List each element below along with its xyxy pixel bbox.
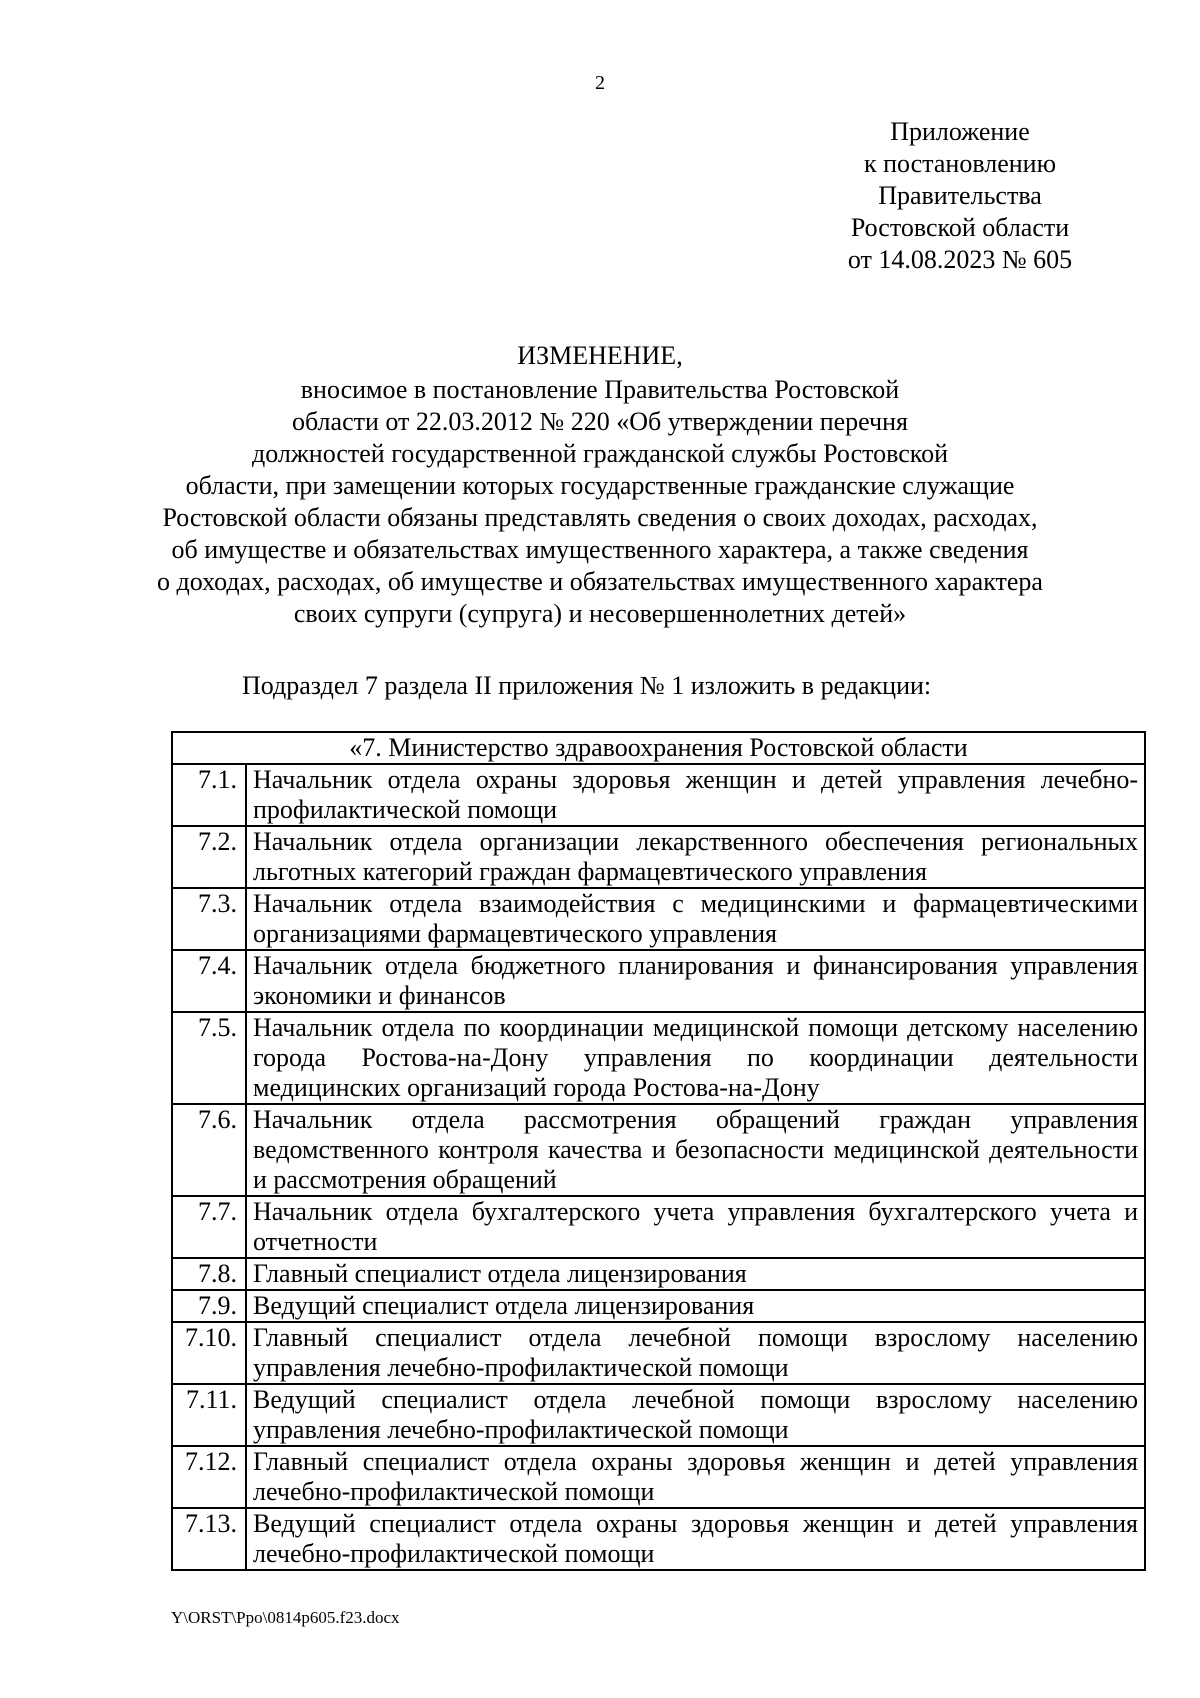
table-row [172,1384,1145,1446]
table-row [172,764,1145,826]
row-text: Ведущий специалист отдела лицензирования [246,1290,1145,1322]
row-number: 7.3. [172,888,246,950]
document-title [100,340,1100,630]
row-text: Ведущий специалист отдела лечебной помощи взрослому населению управления лечебно-профилактической помощи [246,1384,1145,1446]
positions-table [171,731,1146,1571]
table-header-row [172,732,1145,764]
appendix-line: Ростовской области [850,213,1070,242]
title-line: вносимое в постановление Правительства Ростовской [300,375,900,404]
row-text: Начальник отдела рассмотрения обращений граждан управления ведомственного контроля качества и безопасности медицинской деятельности и рассмотрения обращений [246,1104,1145,1196]
appendix-block [830,116,1090,276]
row-number: 7.4. [172,950,246,1012]
table-row [172,1012,1145,1104]
row-text: Главный специалист отдела охраны здоровья женщин и детей управления лечебно-профилактической помощи [246,1446,1145,1508]
row-text: Начальник отдела организации лекарственного обеспечения региональных льготных категорий граждан фармацевтического управления [246,826,1145,888]
row-text: Главный специалист отдела лечебной помощи взрослому населению управления лечебно-профилактической помощи [246,1322,1145,1384]
row-number: 7.11. [172,1384,246,1446]
row-number: 7.10. [172,1322,246,1384]
table-row [172,1446,1145,1508]
row-text: Главный специалист отдела лицензирования [246,1258,1145,1290]
title-heading: ИЗМЕНЕНИЕ, [517,341,683,370]
row-number: 7.7. [172,1196,246,1258]
row-number: 7.5. [172,1012,246,1104]
table-row [172,1104,1145,1196]
row-text: Начальник отдела взаимодействия с медицинскими и фармацевтическими организациями фармацевтического управления [246,888,1145,950]
table-header: «7. Министерство здравоохранения Ростовской области [172,732,1145,764]
row-text: Начальник отдела по координации медицинской помощи детскому населению города Ростова-на-Дону управления по координации деятельности медицинских организаций города Ростова-на-Дону [246,1012,1145,1104]
table-row [172,1196,1145,1258]
table-row [172,950,1145,1012]
title-line: Ростовской области обязаны представлять сведения о своих доходах, расходах, [162,503,1038,532]
title-line: об имуществе и обязательствах имущественного характера, а также сведения [171,535,1029,564]
row-text: Ведущий специалист отдела охраны здоровья женщин и детей управления лечебно-профилактической помощи [246,1508,1145,1570]
title-line: своих супруги (супруга) и несовершеннолетних детей» [293,599,907,628]
table-row [172,1258,1145,1290]
row-number: 7.8. [172,1258,246,1290]
row-number: 7.2. [172,826,246,888]
row-number: 7.12. [172,1446,246,1508]
row-text: Начальник отдела бухгалтерского учета управления бухгалтерского учета и отчетности [246,1196,1145,1258]
row-number: 7.1. [172,764,246,826]
title-line: о доходах, расходах, об имуществе и обязательствах имущественного характера [157,567,1043,596]
row-text: Начальник отдела бюджетного планирования и финансирования управления экономики и финансов [246,950,1145,1012]
page-number: 2 [595,72,605,94]
title-line: должностей государственной гражданской службы Ростовской [251,439,949,468]
title-line: области от 22.03.2012 № 220 «Об утверждении перечня [291,407,909,436]
table-row [172,1290,1145,1322]
row-text: Начальник отдела охраны здоровья женщин и детей управления лечебно-профилактической помощи [246,764,1145,826]
instruction-text: Подраздел 7 раздела II приложения № 1 изложить в редакции: [242,671,932,700]
table-row [172,826,1145,888]
row-number: 7.9. [172,1290,246,1322]
file-path-footer: Y\ORST\Ppo\0814p605.f23.docx [171,1608,400,1627]
appendix-line: от 14.08.2023 № 605 [847,245,1073,274]
appendix-line: к постановлению [863,149,1057,178]
row-number: 7.6. [172,1104,246,1196]
table-row [172,1508,1145,1570]
appendix-line: Приложение [890,117,1030,146]
row-number: 7.13. [172,1508,246,1570]
table-row [172,888,1145,950]
appendix-line: Правительства [878,181,1042,210]
table-row [172,1322,1145,1384]
title-line: области, при замещении которых государственные гражданские служащие [185,471,1015,500]
